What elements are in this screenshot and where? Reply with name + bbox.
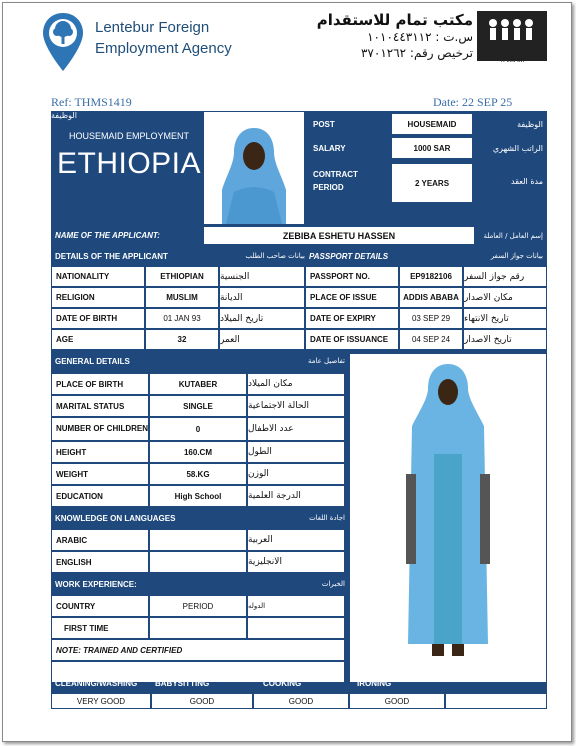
agency-name-en (95, 17, 232, 59)
first-time-label: FIRST TIME (64, 623, 109, 633)
weight-value: 58.KG (149, 463, 247, 485)
place-of-birth-label: PLACE OF BIRTH (51, 373, 149, 395)
agency-name-en-line2: Employment Agency (95, 40, 232, 57)
passport-number-label: PASSPORT NO. (305, 266, 399, 287)
experience-country-label-ar: الدوله (247, 595, 345, 617)
applicant-name-label: NAME OF THE APPLICANT: (55, 230, 160, 240)
work-experience-header: WORK EXPERIENCE: (55, 579, 137, 589)
english-language-label-ar: الانجليزية (247, 551, 345, 573)
languages-header: KNOWLEDGE ON LANGUAGES (55, 513, 176, 523)
arabic-language-label-ar: العربية (247, 529, 345, 551)
age-label: AGE (51, 329, 145, 350)
passport-number-label-ar: رقم جواز السفر (463, 266, 547, 287)
applicant-name-label-ar: إسم العامل / العاملة (483, 231, 543, 240)
religion-label: RELIGION (51, 287, 145, 308)
nationality-label: NATIONALITY (51, 266, 145, 287)
applicant-portrait-photo (203, 111, 305, 225)
employment-type-label: HOUSEMAID EMPLOYMENT (68, 131, 189, 141)
post-label: POST (313, 119, 335, 129)
skill-cooking-value: GOOD (253, 693, 349, 709)
contract-period-label-ar: مدة العقد (511, 176, 543, 186)
salary-value: 1000 SAR (391, 137, 473, 159)
first-time-country (247, 617, 345, 639)
nationality-label-ar: الجنسية (219, 266, 305, 287)
note-text: NOTE: TRAINED AND CERTIFIED (56, 645, 183, 655)
full-body-image-icon (350, 354, 546, 682)
date-of-issuance-value: 04 SEP 24 (399, 329, 463, 350)
passport-details-header: PASSPORT DETAILS (309, 251, 389, 261)
weight-label: WEIGHT (51, 463, 149, 485)
first-time-period (149, 617, 247, 639)
agency-name-ar-line1: مكتب تمام للاستقدام (316, 11, 473, 29)
education-label-ar: الدرجة العلمية (247, 485, 345, 507)
post-value: HOUSEMAID (391, 113, 473, 135)
agency-name-ar (273, 11, 473, 61)
age-value: 32 (145, 329, 219, 350)
skill-ironing-header: IRONING (357, 678, 392, 688)
tamam-logo (477, 11, 547, 69)
first-time-row (51, 617, 149, 639)
applicant-full-body-photo (349, 353, 547, 683)
religion-label-ar: الديانة (219, 287, 305, 308)
english-language-label: ENGLISH (51, 551, 149, 573)
date-of-birth-label: DATE OF BIRTH (51, 308, 145, 329)
skill-babysitting-header: BABYSITTING (155, 678, 210, 688)
agency-cr-number: س.ت : ١٠١٠٤٤٣١١٢ (367, 30, 473, 44)
date-of-issuance-label: DATE OF ISSUANCE (305, 329, 399, 350)
agency-license-number: ترخيص رقم: ٣٧٠١٢٦٢ (360, 46, 473, 60)
applicant-name-value: ZEBIBA ESHETU HASSEN (203, 226, 475, 245)
height-label: HEIGHT (51, 441, 149, 463)
marital-status-label: MARITAL STATUS (51, 395, 149, 417)
general-details-header-ar: تفاصيل عامة (307, 357, 345, 365)
marital-status-label-ar: الحالة الاجتماعية (247, 395, 345, 417)
salary-label: SALARY (313, 143, 346, 153)
passport-number-value: EP9182106 (399, 266, 463, 287)
languages-header-ar: اجادة اللغات (309, 514, 345, 522)
marital-status-value: SINGLE (149, 395, 247, 417)
date-of-expiry-label-ar: تاريخ الانتهاء (463, 308, 547, 329)
skill-cleaning-washing-header: CLEANING/WASHING (55, 678, 138, 688)
agency-name-en-line1: Lentebur Foreign (95, 19, 210, 36)
experience-period-label: PERIOD (149, 595, 247, 617)
tamam-logo-caption: TAMAM (499, 57, 525, 64)
skill-cleaning-washing-value: VERY GOOD (51, 693, 151, 709)
agency-pin-logo-icon (41, 11, 85, 73)
place-of-issue-label-ar: مكان الاصدار (463, 287, 547, 308)
number-of-children-label: NUMBER OF CHILDREN (51, 417, 149, 441)
date-of-birth-label-ar: تاريخ الميلاد (219, 308, 305, 329)
cv-sheet (2, 2, 572, 742)
place-of-issue-value: ADDIS ABABA (399, 287, 463, 308)
reference-number: Ref: THMS1419 (51, 95, 132, 109)
number-of-children-label-ar: عدد الاطفال (247, 417, 345, 441)
note-row (51, 639, 345, 661)
nationality-value: ETHIOPIAN (145, 266, 219, 287)
religion-value: MUSLIM (145, 287, 219, 308)
date-of-expiry-label: DATE OF EXPIRY (305, 308, 399, 329)
tamam-logo-icon (477, 11, 547, 61)
date-of-expiry-value: 03 SEP 29 (399, 308, 463, 329)
education-value: High School (149, 485, 247, 507)
applicant-details-header-ar: بيانات صاحب الطلب (245, 252, 305, 260)
portrait-image-icon (204, 112, 304, 224)
post-label-ar: الوظيفة (51, 111, 77, 120)
contract-period-label: CONTRACT PERIOD (313, 170, 358, 192)
applicant-details-header: DETAILS OF THE APPLICANT (55, 251, 168, 261)
date-of-birth-value: 01 JAN 93 (145, 308, 219, 329)
place-of-birth-value: KUTABER (149, 373, 247, 395)
education-label: EDUCATION (51, 485, 149, 507)
people-icon (477, 11, 547, 55)
contract-period-value: 2 YEARS (391, 163, 473, 203)
applicant-form (51, 111, 547, 709)
skill-cooking-header: COOKING (263, 678, 302, 688)
weight-label-ar: الوزن (247, 463, 345, 485)
number-of-children-value: 0 (149, 417, 247, 441)
place-of-issue-label: PLACE OF ISSUE (305, 287, 399, 308)
skill-blank-value (445, 693, 547, 709)
english-language-level (149, 551, 247, 573)
height-value: 160.CM (149, 441, 247, 463)
document-date: Date: 22 SEP 25 (433, 95, 513, 109)
post-label-ar-text: الوظيفة (517, 119, 543, 129)
work-experience-header-ar: الخبرات (321, 580, 345, 588)
skill-ironing-value: GOOD (349, 693, 445, 709)
place-of-birth-label-ar: مكان الميلاد (247, 373, 345, 395)
general-details-header: GENERAL DETAILS (55, 356, 130, 366)
arabic-language-label: ARABIC (51, 529, 149, 551)
skill-babysitting-value: GOOD (151, 693, 253, 709)
height-label-ar: الطول (247, 441, 345, 463)
country-title: ETHIOPIA (57, 147, 202, 180)
date-of-issuance-label-ar: تاريخ الاصدار (463, 329, 547, 350)
salary-label-ar: الراتب الشهري (492, 143, 543, 153)
age-label-ar: العمر (219, 329, 305, 350)
arabic-language-level (149, 529, 247, 551)
experience-country-label: COUNTRY (51, 595, 149, 617)
passport-details-header-ar: بيانات جواز السفر (490, 252, 543, 260)
